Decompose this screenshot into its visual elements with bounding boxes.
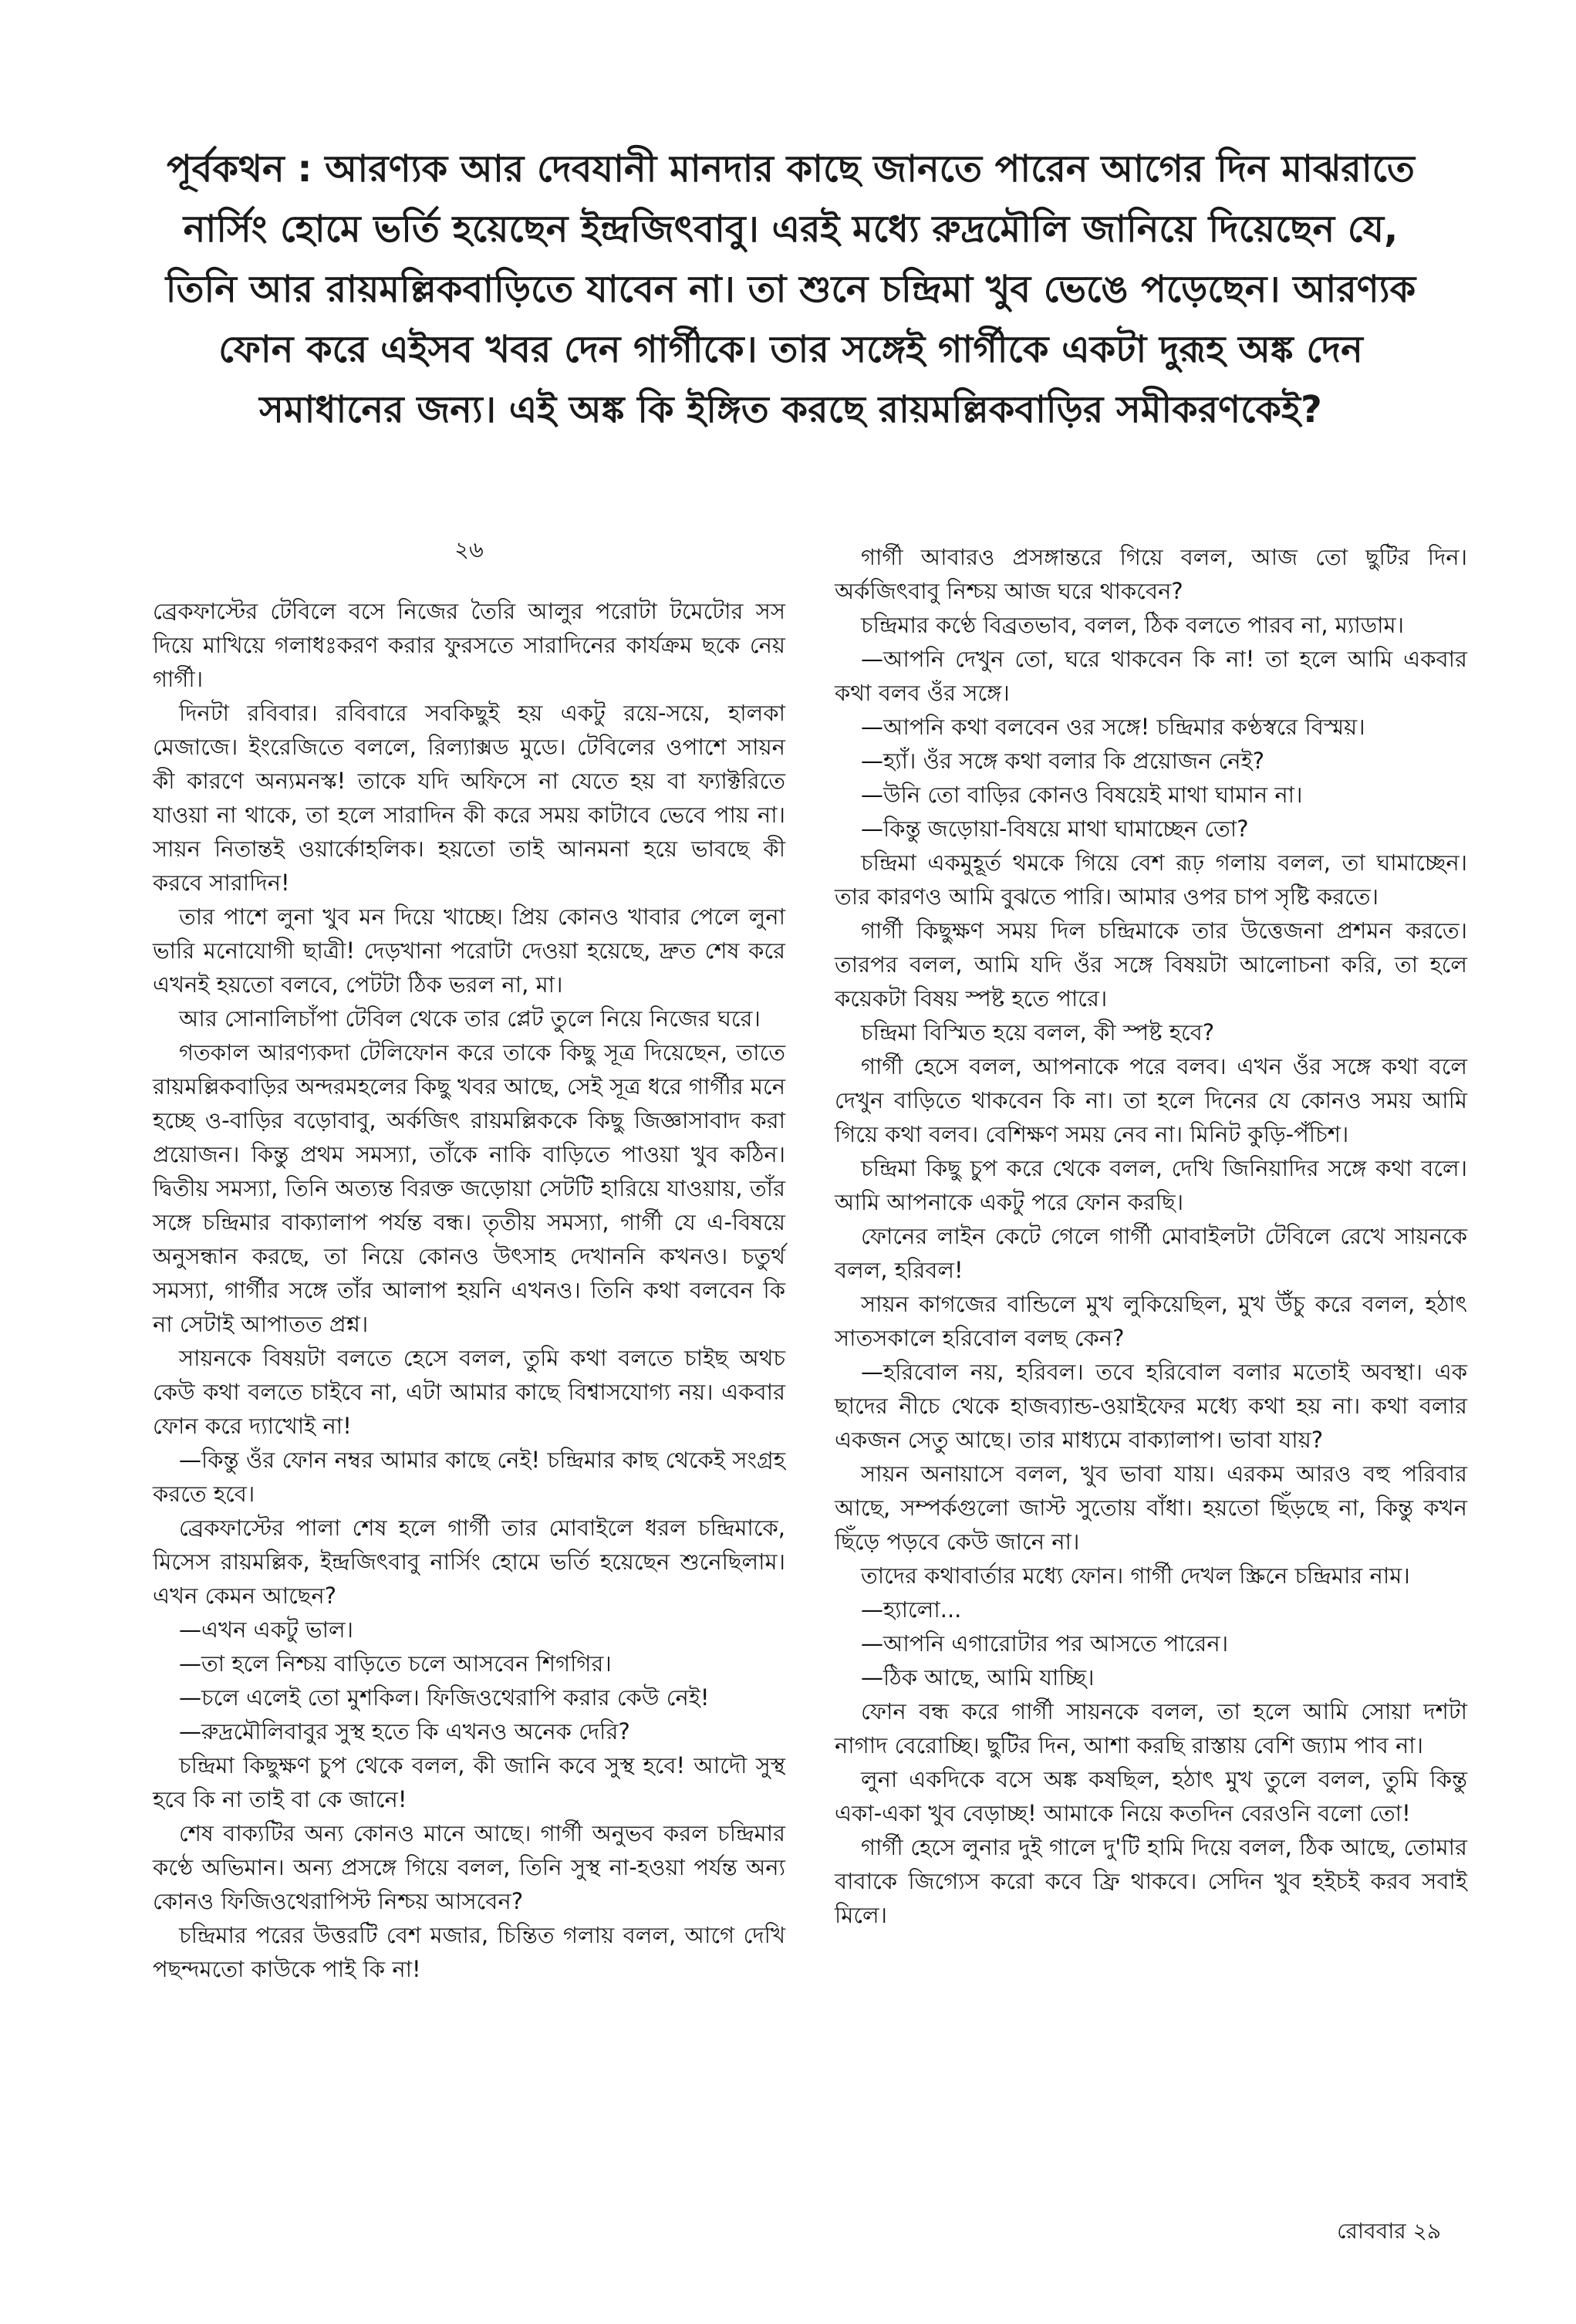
paragraph: চন্দ্রিমা বিস্মিত হয়ে বলল, কী স্পষ্ট হবে? — [861, 1019, 1215, 1045]
paragraph: —হ্যাঁ। ওঁর সঙ্গে কথা বলার কি প্রয়োজন নেই? — [861, 748, 1265, 774]
paragraph: লুনা একদিকে বসে অঙ্ক কষছিল, হঠাৎ মুখ তুলে বলল, তুমি কিন্তু একা-একা খুব বেড়াচ্ছ! আমাকে নিয়ে কতদিন বেরওনি বলো তো! — [835, 1766, 1467, 1826]
paragraph: গার্গী হেসে লুনার দুই গালে দু'টি হামি দিয়ে বলল, ঠিক আছে, তোমার বাবাকে জিগ্যেস করো কবে ফ্রি থাকবে। সেদিন খুব হইচই করব সবাই মিলে। — [835, 1834, 1467, 1928]
paragraph: —চলে এলেই তো মুশকিল। ফিজিওথেরাপি করার কেউ নেই! — [179, 1684, 710, 1711]
paragraph: গতকাল আরণ্যকদা টেলিফোন করে তাকে কিছু সূত্র দিয়েছেন, তাতে রায়মল্লিকবাড়ির অন্দরমহলের কিছু খবর আছে, সেই সূত্র ধরে গার্গীর মনে হচ্ছে ও-বাড়ির বড়োবাবু, অর্কজিৎ রায়মল্লিককে কিছু জিজ্ঞাসাবাদ করা প্রয়োজন। কিন্তু প্রথম সমস্যা, তাঁকে নাকি বাড়িতে পাওয়া খুব কঠিন। দ্বিতীয় সমস্যা, তিনি অত্যন্ত বিরক্ত জড়োয়া সেটটি হারিয়ে যাওয়ায়, তাঁর সঙ্গে চন্দ্রিমার বাক্যালাপ পর্যন্ত বন্ধ। তৃতীয় সমস্যা, গার্গী যে এ-বিষয়ে অনুসন্ধান করছে, তা নিয়ে কোনও উৎসাহ দেখাননি কখনও। চতুর্থ সমস্যা, গার্গীর সঙ্গে তাঁর আলাপ হয়নি এখনও। তিনি কথা বলবেন কি না সেটাই আপাতত প্রশ্ন। — [153, 1039, 785, 1337]
page-footer: রোববার ২৯ — [1337, 2218, 1441, 2244]
right-column — [835, 540, 1467, 1932]
paragraph: —আপনি এগারোটার পর আসতে পারেন। — [861, 1630, 1229, 1657]
chapter-number: ২৬ — [454, 536, 484, 562]
paragraph: —কিন্তু জড়োয়া-বিষয়ে মাথা ঘামাচ্ছেন তো? — [861, 816, 1249, 842]
paragraph: দিনটা রবিবার। রবিবারে সবকিছুই হয় একটু রয়ে-সয়ে, হালকা মেজাজে। ইংরেজিতে বললে, রিল্যাক্সড মুডে। টেবিলের ওপাশে সায়ন কী কারণে অন্যমনস্ক! তাকে যদি অফিসে না যেতে হয় বা ফ্যাক্টরিতে যাওয়া না থাকে, তা হলে সারাদিন কী করে সময় কাটাবে ভেবে পায় না। সায়ন নিতান্তই ওয়ার্কোহলিক। হয়তো তাই আনমনা হয়ে ভাবছে কী করবে সারাদিন! — [153, 700, 785, 896]
paragraph: সায়নকে বিষয়টা বলতে হেসে বলল, তুমি কথা বলতে চাইছ অথচ কেউ কথা বলতে চাইবে না, এটা আমার কাছে বিশ্বাসযোগ্য নয়। একবার ফোন করে দ্যাখোই না! — [153, 1345, 785, 1439]
paragraph: তার পাশে লুনা খুব মন দিয়ে খাচ্ছে। প্রিয় কোনও খাবার পেলে লুনা ভারি মনোযোগী ছাত্রী! দেড়খানা পরোটা দেওয়া হয়েছে, দ্রুত শেষ করে এখনই হয়তো বলবে, পেটটা ঠিক ভরল না, মা। — [153, 904, 785, 998]
paragraph: —কিন্তু ওঁর ফোন নম্বর আমার কাছে নেই! চন্দ্রিমার কাছ থেকেই সংগ্রহ করতে হবে। — [153, 1447, 785, 1507]
recap-label: পূর্বকথন : — [167, 147, 312, 191]
paragraph: গার্গী হেসে বলল, আপনাকে পরে বলব। এখন ওঁর সঙ্গে কথা বলে দেখুন বাড়িতে থাকবেন কি না। তা হলে দিনের যে কোনও সময় আমি গিয়ে কথা বলব। বেশিক্ষণ সময় নেব না। মিনিট কুড়ি-পঁচিশ। — [835, 1053, 1467, 1147]
paragraph: —আপনি দেখুন তো, ঘরে থাকবেন কি না! তা হলে আমি একবার কথা বলব ওঁর সঙ্গে। — [835, 646, 1467, 706]
paragraph: চন্দ্রিমা কিছুক্ষণ চুপ থেকে বলল, কী জানি কবে সুস্থ হবে! আদৌ সুস্থ হবে কি না তাই বা কে জানে! — [153, 1752, 785, 1812]
paragraph: ব্রেকফাস্টের পালা শেষ হলে গার্গী তার মোবাইলে ধরল চন্দ্রিমাকে, মিসেস রায়মল্লিক, ইন্দ্রজিৎবাবু নার্সিং হোমে ভর্তি হয়েছেন শুনেছিলাম। এখন কেমন আছেন? — [153, 1515, 785, 1609]
paragraph: সায়ন অনায়াসে বলল, খুব ভাবা যায়। এরকম আরও বহু পরিবার আছে, সম্পর্কগুলো জাস্ট সুতোয় বাঁধা। হয়তো ছিঁড়ছে না, কিন্তু কখন ছিঁড়ে পড়বে কেউ জানে না। — [835, 1461, 1467, 1555]
paragraph: তাদের কথাবার্তার মধ্যে ফোন। গার্গী দেখল স্ক্রিনে চন্দ্রিমার নাম। — [861, 1562, 1410, 1589]
paragraph: ব্রেকফাস্টের টেবিলে বসে নিজের তৈরি আলুর পরোটা টমেটোর সস দিয়ে মাখিয়ে গলাধঃকরণ করার ফুরসতে সারাদিনের কার্যক্রম ছকে নেয় গার্গী। — [153, 598, 785, 692]
paragraph: সায়ন কাগজের বান্ডিলে মুখ লুকিয়েছিল, মুখ উঁচু করে বলল, হঠাৎ সাতসকালে হরিবোল বলছ কেন? — [835, 1291, 1467, 1351]
paragraph: —হ্যালো... — [861, 1596, 962, 1623]
paragraph: শেষ বাক্যটির অন্য কোনও মানে আছে। গার্গী অনুভব করল চন্দ্রিমার কণ্ঠে অভিমান। অন্য প্রসঙ্গে গিয়ে বলল, তিনি সুস্থ না-হওয়া পর্যন্ত অন্য কোনও ফিজিওথেরাপিস্ট নিশ্চয় আসবেন? — [153, 1820, 785, 1914]
paragraph: আর সোনালিচাঁপা টেবিল থেকে তার প্লেট তুলে নিয়ে নিজের ঘরে। — [179, 1005, 761, 1032]
paragraph: চন্দ্রিমার পরের উত্তরটি বেশ মজার, চিন্তিত গলায় বলল, আগে দেখি পছন্দমতো কাউকে পাই কি না! — [153, 1922, 785, 1982]
paragraph: —এখন একটু ভাল। — [179, 1616, 353, 1643]
story-recap — [147, 139, 1435, 440]
paragraph: গার্গী কিছুক্ষণ সময় দিল চন্দ্রিমাকে তার উত্তেজনা প্রশমন করতে। তারপর বলল, আমি যদি ওঁর সঙ্গে বিষয়টা আলোচনা করি, তা হলে কয়েকটা বিষয় স্পষ্ট হতে পারে। — [835, 917, 1467, 1012]
paragraph: —উনি তো বাড়ির কোনও বিষয়েই মাথা ঘামান না। — [861, 782, 1303, 808]
paragraph: ফোন বন্ধ করে গার্গী সায়নকে বলল, তা হলে আমি সোয়া দশটা নাগাদ বেরোচ্ছি। ছুটির দিন, আশা করছি রাস্তায় বেশি জ্যাম পাব না। — [835, 1698, 1467, 1758]
paragraph: চন্দ্রিমা কিছু চুপ করে থেকে বলল, দেখি জিনিয়াদির সঙ্গে কথা বলে। আমি আপনাকে একটু পরে ফোন করছি। — [835, 1155, 1467, 1215]
paragraph: —তা হলে নিশ্চয় বাড়িতে চলে আসবেন শিগগির। — [179, 1650, 612, 1677]
paragraph: গার্গী আবারও প্রসঙ্গান্তরে গিয়ে বলল, আজ তো ছুটির দিন। অর্কজিৎবাবু নিশ্চয় আজ ঘরে থাকবেন? — [835, 544, 1467, 604]
recap-text: আরণ্যক আর দেবযানী মানদার কাছে জানতে পারেন আগের দিন মাঝরাতে নার্সিং হোমে ভর্তি হয়েছেন ইন্দ্রজিৎবাবু। এরই মধ্যে রুদ্রমৌলি জানিয়ে দিয়েছেন যে, তিনি আর রায়মল্লিকবাড়িতে যাবেন না। তা শুনে চন্দ্রিমা খুব ভেঙে পড়েছেন। আরণ্যক ফোন করে এইসব খবর দেন গার্গীকে। তার সঙ্গেই গার্গীকে একটা দুরূহ অঙ্ক দেন সমাধানের জন্য। এই অঙ্ক কি ইঙ্গিত করছে রায়মল্লিকবাড়ির সমীকরণকেই? — [165, 147, 1416, 431]
left-column — [153, 532, 785, 1986]
paragraph: —হরিবোল নয়, হরিবল। তবে হরিবোল বলার মতোই অবস্থা। এক ছাদের নীচে থেকে হাজব্যান্ড-ওয়াইফের মধ্যে কথা হয় না। কথা বলার একজন সেতু আছে। তার মাধ্যমে বাক্যালাপ। ভাবা যায়? — [835, 1359, 1467, 1453]
paragraph: চন্দ্রিমার কণ্ঠে বিব্রতভাব, বলল, ঠিক বলতে পারব না, ম্যাডাম। — [861, 612, 1404, 638]
paragraph: —আপনি কথা বলবেন ওর সঙ্গে! চন্দ্রিমার কণ্ঠস্বরে বিস্ময়। — [861, 714, 1365, 740]
paragraph: ফোনের লাইন কেটে গেলে গার্গী মোবাইলটা টেবিলে রেখে সায়নকে বলল, হরিবল! — [835, 1223, 1467, 1283]
paragraph: —রুদ্রমৌলিবাবুর সুস্থ হতে কি এখনও অনেক দেরি? — [179, 1718, 630, 1745]
paragraph: —ঠিক আছে, আমি যাচ্ছি। — [861, 1664, 1095, 1691]
paragraph: চন্দ্রিমা একমুহূর্ত থমকে গিয়ে বেশ রূঢ় গলায় বলল, তা ঘামাচ্ছেন। তার কারণও আমি বুঝতে পারি। আমার ওপর চাপ সৃষ্টি করতে। — [835, 850, 1467, 910]
